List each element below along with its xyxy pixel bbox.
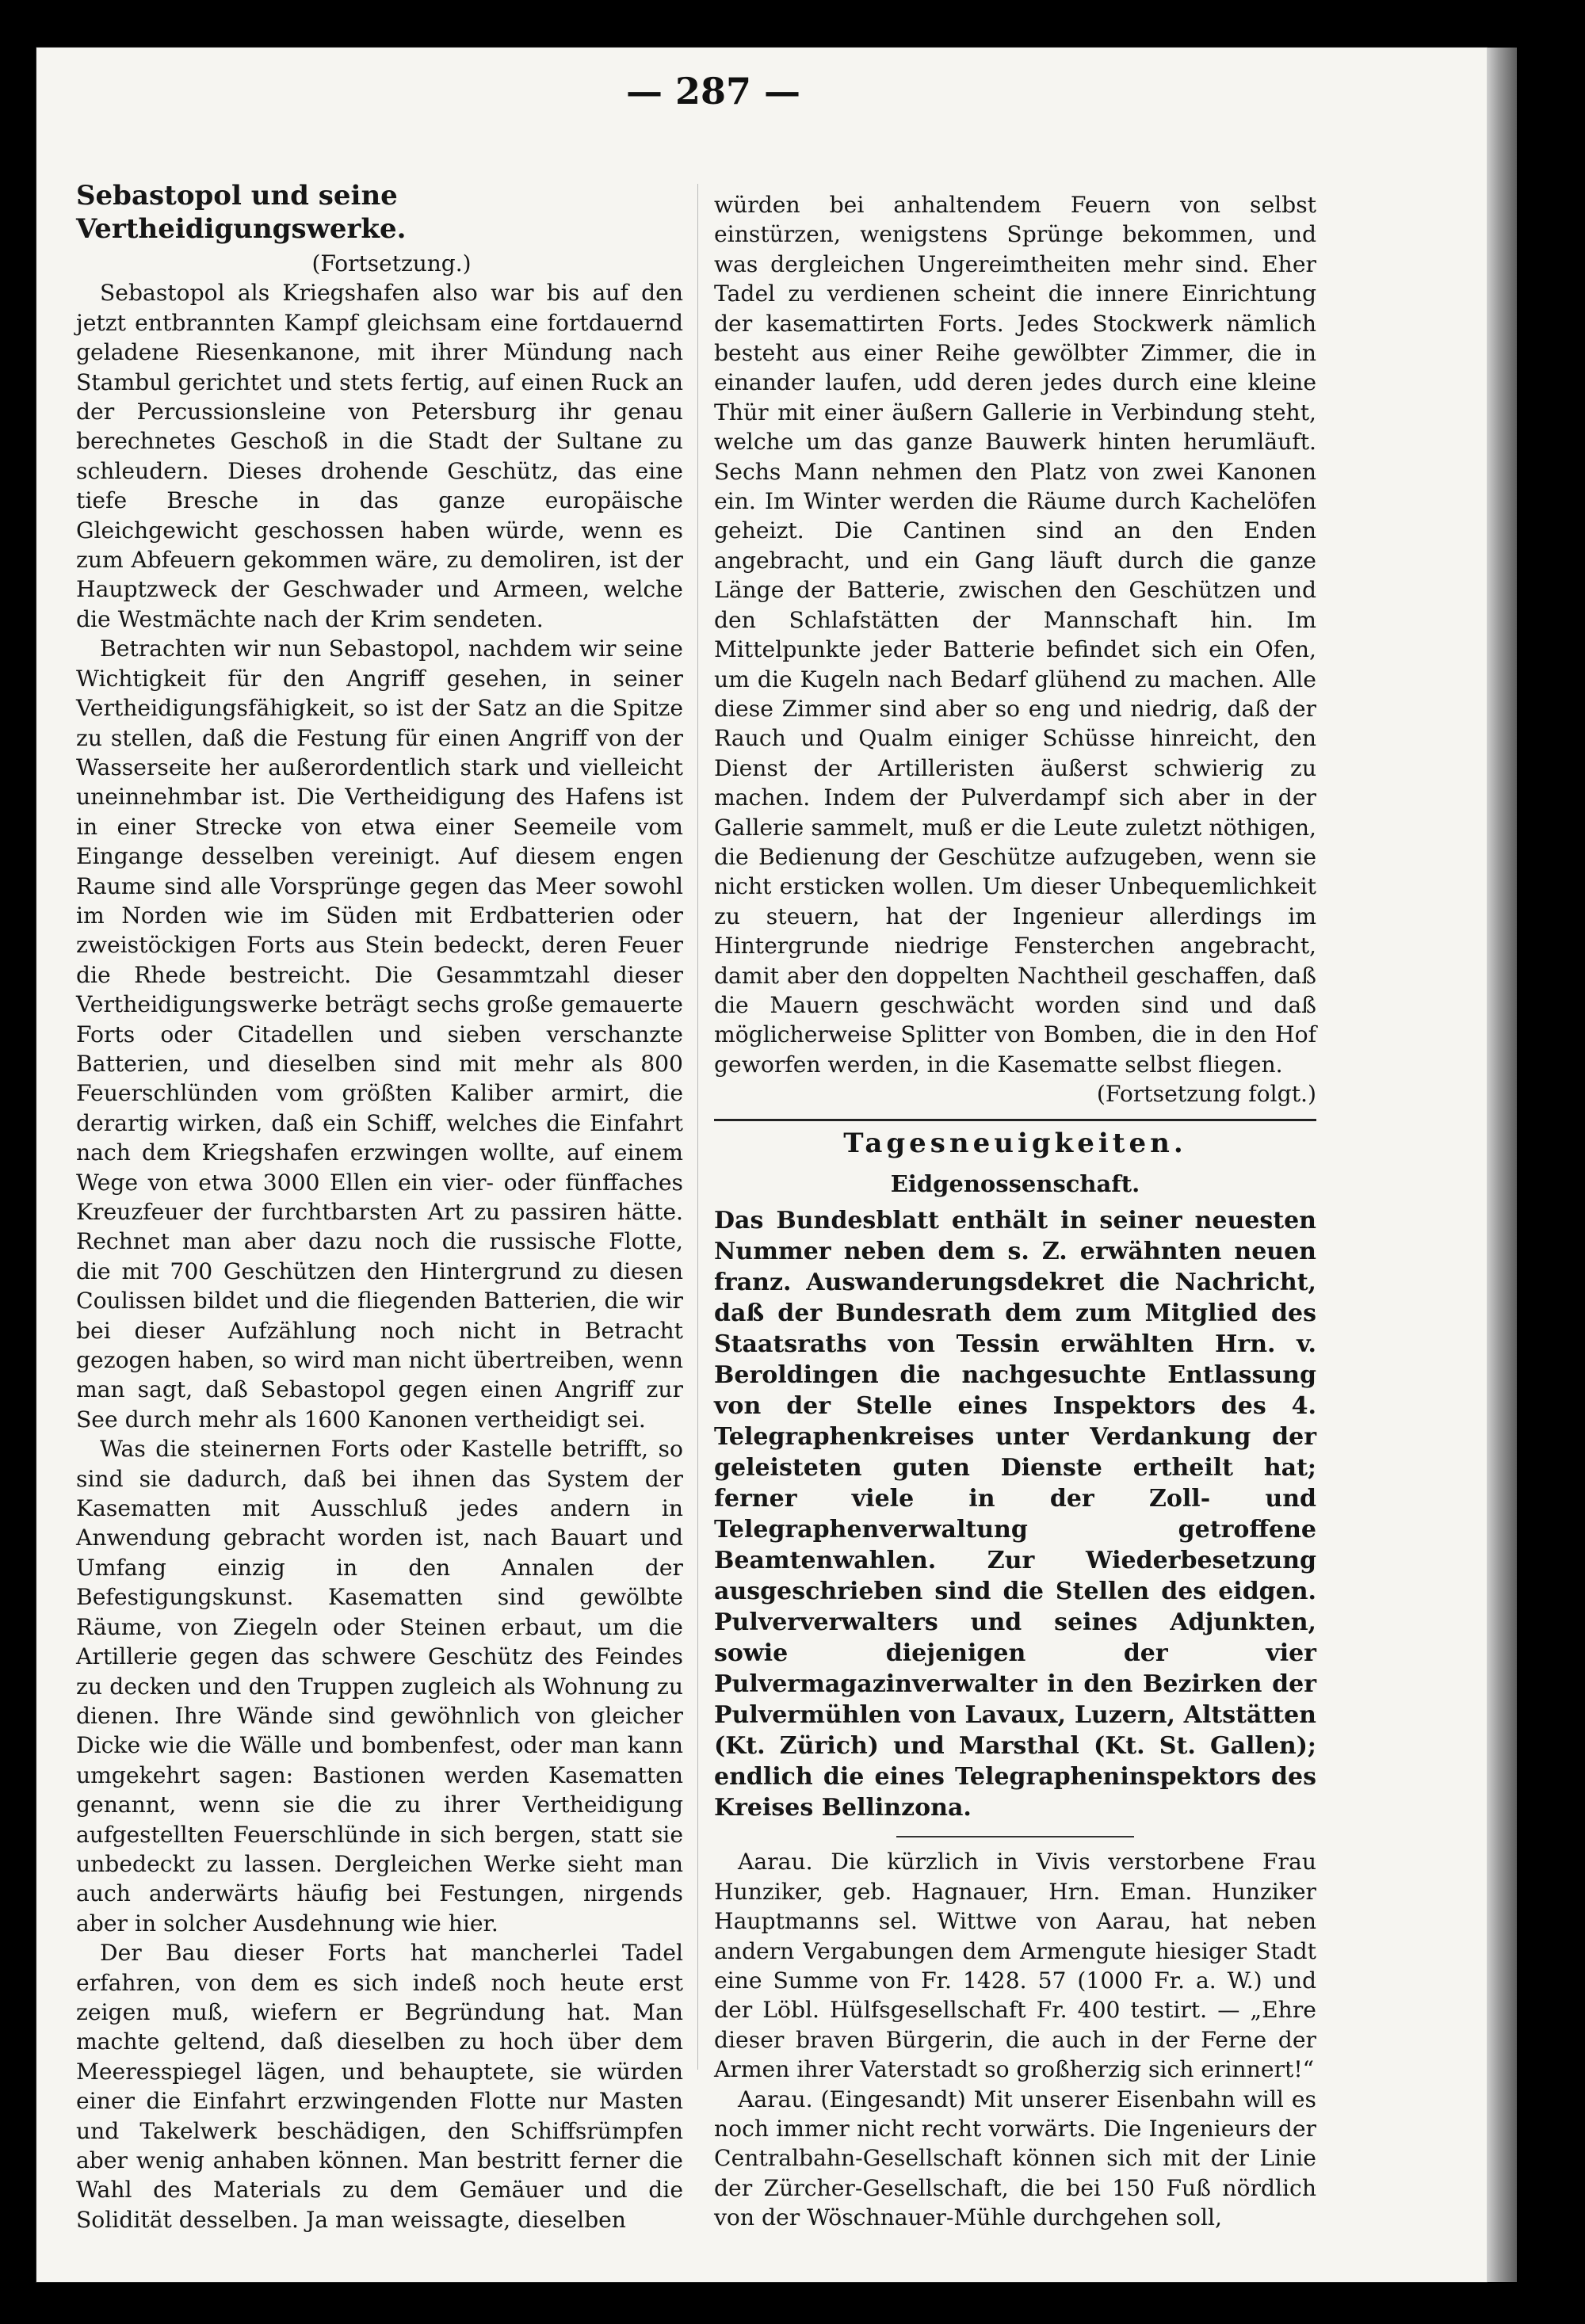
news-item: Aarau. (Eingesandt) Mit unserer Eisenbahn will es noch immer nicht recht vorwärts. Die Ingenieurs der Centralbahn-Gesellschaft können sich mit der Linie der Zürcher-Gesellschaft, die bei 150 Fuß nördlich von der Wöschnauer-Mühle durchgehen soll, bbox=[714, 2085, 1316, 2231]
article-title: Sebastopol und seine Vertheidigungswerke. bbox=[76, 180, 407, 245]
article-continuation: würden bei anhaltendem Feuern von selbst einstürzen, wenigstens Sprünge bekommen, und was dergleichen Ungereimtheiten mehr sind. Eher Tadel zu verdienen scheint die innere Einrichtung der kasemattirten Forts. Jedes Stockwerk nämlich besteht aus einer Reihe gewölbter Zimmer, die in einander laufen, udd deren jedes durch eine kleine Thür mit einer äußern Gallerie in Verbindung steht, welche um das ganze Bauwerk hinten herumläuft. Sechs Mann nehmen den Platz von zwei Kanonen ein. Im Winter werden die Räume durch Kachelöfen geheizt. Die Cantinen sind an den Enden angebracht, und ein Gang läuft durch die ganze Länge der Batterie, zwischen den Geschützen und den Schlafstätten der Mannschaft hin. Im Mittelpunkte jeder Batterie befindet sich ein Ofen, um die Kugeln nach Bedarf glühend zu machen. Alle diese Zimmer sind aber so eng und niedrig, daß der Rauch und Qualm einiger Schüsse hinreicht, den Dienst der Artilleristen äußerst schwierig zu machen. Indem der Pulverdampf sich aber in der Gallerie sammelt, muß er die Leute zuletzt nöthigen, die Bedienung der Geschütze aufzugeben, wenn sie nicht ersticken wollen. Um dieser Unbequemlichkeit zu steuern, hat der Ingenieur allerdings im Hintergrunde niedrige Fensterchen angebracht, damit aber den doppelten Nachtheil geschaffen, daß die Mauern geschwächt worden sind und daß möglicherweise Splitter von Bomben, die in den Hof geworfen werden, in die Kasematte selbst fliegen. bbox=[714, 192, 1316, 1078]
continuation-note: (Fortsetzung folgt.) bbox=[1096, 1081, 1316, 1108]
left-column bbox=[76, 179, 683, 2234]
subsection-title: Eidgenossenschaft. bbox=[890, 1170, 1140, 1197]
news-separator bbox=[896, 1836, 1134, 1837]
section-title: Tagesneuigkeiten. bbox=[843, 1127, 1187, 1159]
right-column bbox=[714, 190, 1316, 2233]
article-paragraph: Betrachten wir nun Sebastopol, nachdem wir seine Wichtigkeit für den Angriff gesehen, in seiner Vertheidigungsfähigkeit, so ist der Satz an die Spitze zu stellen, daß die Festung für einen Angriff von der Wasserseite her außerordentlich stark und vielleicht uneinnehmbar ist. Die Vertheidigung des Hafens ist in einer Strecke von etwa einer Seemeile vom Eingange desselben vereinigt. Auf diesem engen Raume sind alle Vorsprünge gegen das Meer sowohl im Norden wie im Süden mit Erdbatterien oder zweistöckigen Forts aus Stein bedeckt, deren Feuer die Rhede bestreicht. Die Gesammtzahl dieser Vertheidigungswerke beträgt sechs große gemauerte Forts oder Citadellen und sieben verschanzte Batterien, und dieselben sind mit mehr als 800 Feuerschlünden vom größten Kaliber armirt, die derartig wirken, daß ein Schiff, welches die Einfahrt nach dem Kriegshafen erzwingen wollte, auf einem Wege von etwa 3000 Ellen ein vier- oder fünffaches Kreuzfeuer der furchtbarsten Art zu passiren hätte. Rechnet man aber dazu noch die russische Flotte, die mit 700 Geschützen den Hintergrund zu diesen Coulissen bildet und die fliegenden Batterien, die wir bei dieser Aufzählung noch nicht in Betracht gezogen haben, so wird man nicht übertreiben, wenn man sagt, daß Sebastopol gegen einen Angriff zur See durch mehr als 1600 Kanonen vertheidigt sei. bbox=[76, 635, 683, 1433]
article-paragraph: Was die steinernen Forts oder Kastelle betrifft, so sind sie dadurch, daß bei ihnen das System der Kasematten mit Ausschluß jedes andern in Anwendung gebracht worden ist, nach Bauart und Umfang einzig in den Annalen der Befestigungskunst. Kasematten sind gewölbte Räume, von Ziegeln oder Steinen erbaut, um die Artillerie gegen das schwere Geschütz des Feindes zu decken und den Truppen zugleich als Wohnung zu dienen. Ihre Wände sind gewöhnlich von gleicher Dicke wie die Wälle und bombenfest, oder man kann umgekehrt sagen: Bastionen werden Kasematten genannt, wenn sie die zu ihrer Vertheidigung aufgestellten Feuerschlünde in sich bergen, statt sie unbedeckt zu lassen. Dergleichen Werke sieht man auch anderwärts häufig bei Festungen, nirgends aber in solcher Ausdehnung wie hier. bbox=[76, 1436, 683, 1937]
column-divider bbox=[697, 184, 698, 2070]
article-subtitle: (Fortsetzung.) bbox=[311, 250, 472, 277]
book-page-edge bbox=[1487, 48, 1517, 2282]
page-number: — 287 — bbox=[625, 70, 801, 113]
article-paragraph: Der Bau dieser Forts hat mancherlei Tadel erfahren, von dem es sich indeß noch heute erst zeigen muß, wiefern er Begründung hat. Man machte geltend, daß dieselben zu hoch über dem Meeresspiegel lägen, und behauptete, sie würden einer die Einfahrt erzwingenden Flotte nur Masten und Takelwerk beschädigen, den Schiffsrümpfen aber wenig anhaben können. Man bestritt ferner die Wahl des Materials zu dem Gemäuer und die Solidität desselben. Ja man weissagte, dieselben bbox=[76, 1940, 683, 2233]
news-item: Aarau. Die kürzlich in Vivis verstorbene Frau Hunziker, geb. Hagnauer, Hrn. Eman. Hunziker Hauptmanns sel. Wittwe von Aarau, hat neben andern Vergabungen dem Armengute hiesiger Stadt eine Summe von Fr. 1428. 57 (1000 Fr. a. W.) und der Löbl. Hülfsgesellschaft Fr. 400 testirt. — „Ehre dieser braven Bürgerin, die auch in der Ferne der Armen ihrer Vaterstadt so großherzig sich erinnert!“ bbox=[714, 1849, 1316, 2083]
article-paragraph: Sebastopol als Kriegshafen also war bis auf den jetzt entbrannten Kampf gleichsam eine fortdauernd geladene Riesenkanone, mit ihrer Mündung nach Stambul gerichtet und stets fertig, auf einen Ruck an der Percussionsleine von Petersburg ihr genau berechnetes Geschoß in die Stadt der Sultane zu schleudern. Dieses drohende Geschütz, das eine tiefe Bresche in das ganze europäische Gleichgewicht geschossen haben würde, wenn es zum Abfeuern gekommen wäre, zu demoliren, ist der Hauptzweck der Geschwader und Armeen, welche die Westmächte nach der Krim sendeten. bbox=[76, 280, 683, 632]
news-lead: Das Bundesblatt enthält in seiner neuesten Nummer neben dem s. Z. erwähnten neuen franz. Auswanderungsdekret die Nachricht, daß der Bundesrath dem zum Mitglied des Staatsraths von Tessin erwählten Hrn. v. Beroldingen die nachgesuchte Entlassung von der Stelle eines Inspektors des 4. Telegraphenkreises unter Verdankung der geleisteten guten Dienste ertheilt hat; ferner viele in der Zoll- und Telegraphenverwaltung getroffene Beamtenwahlen. Zur Wiederbesetzung ausgeschrieben sind die Stellen des eidgen. Pulververwalters und seines Adjunkten, sowie diejenigen der vier Pulvermagazinverwalter in den Bezirken der Pulvermühlen von Lavaux, Luzern, Altstätten (Kt. Zürich) und Marsthal (Kt. St. Gallen); endlich die eines Telegrapheninspektors des Kreises Bellinzona. bbox=[714, 1207, 1316, 1822]
section-rule bbox=[714, 1119, 1316, 1121]
